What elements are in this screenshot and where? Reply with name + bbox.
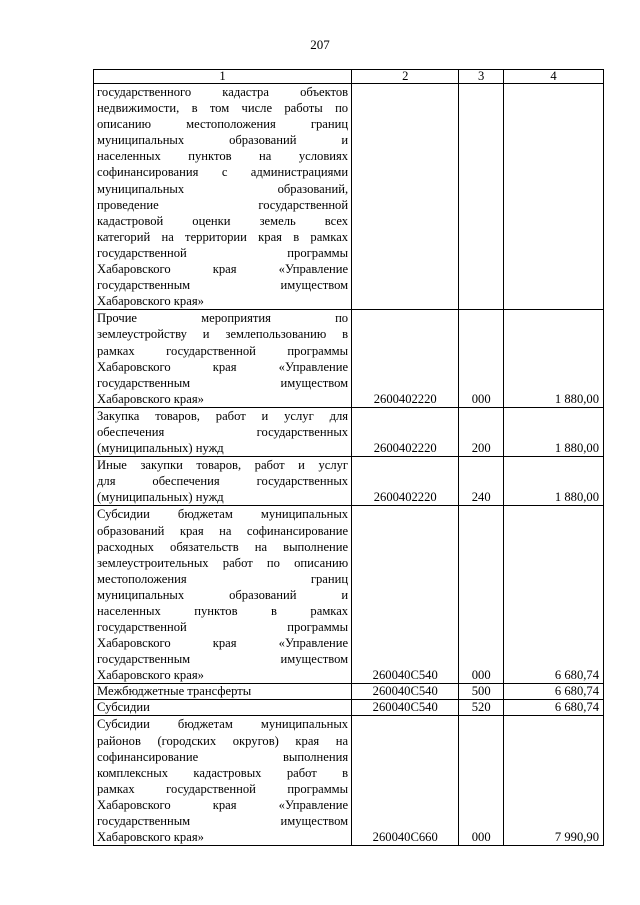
expense-name-line: расходных обязательств на выполнение bbox=[97, 539, 349, 554]
expense-name-line: категорий на территории края в рамках bbox=[97, 229, 349, 244]
expense-name-line: описанию местоположения границ bbox=[97, 117, 349, 132]
expense-name-line: рамках государственной программы bbox=[97, 343, 349, 358]
table-row bbox=[94, 716, 604, 846]
expense-name-line: для обеспечения государственных bbox=[97, 474, 349, 489]
expense-type-cell: 000 bbox=[459, 506, 504, 684]
column-header: 1 bbox=[94, 70, 352, 84]
table-row bbox=[94, 84, 604, 310]
expense-name-line: Хабаровского края «Управление bbox=[97, 262, 349, 277]
expense-type-cell: 520 bbox=[459, 700, 504, 716]
expense-name-line: (муниципальных) нужд bbox=[97, 490, 224, 505]
column-header: 4 bbox=[504, 70, 604, 84]
expense-type-cell: 200 bbox=[459, 407, 504, 456]
table-row bbox=[94, 407, 604, 456]
target-code-cell bbox=[352, 84, 459, 310]
expense-name-cell bbox=[94, 684, 352, 700]
column-header: 3 bbox=[459, 70, 504, 84]
target-code-cell: 260040С540 bbox=[352, 684, 459, 700]
expense-name-line: комплексных кадастровых работ в bbox=[97, 765, 349, 780]
expense-name-cell bbox=[94, 84, 352, 310]
target-code-cell: 2600402220 bbox=[352, 310, 459, 408]
expense-name-line: государственным имуществом bbox=[97, 652, 349, 667]
expense-name-cell bbox=[94, 716, 352, 846]
expense-name-line: государственной программы bbox=[97, 245, 349, 260]
expense-type-cell: 000 bbox=[459, 310, 504, 408]
expense-name-line: недвижимости, в том числе работы по bbox=[97, 101, 349, 116]
page-number: 207 bbox=[310, 37, 330, 52]
expense-name-line: обеспечения государственных bbox=[97, 424, 349, 439]
expense-name-line: Хабаровского края» bbox=[97, 830, 204, 845]
expense-name-cell bbox=[94, 310, 352, 408]
table-row bbox=[94, 700, 604, 716]
table-row bbox=[94, 506, 604, 684]
expense-name-line: Хабаровского края «Управление bbox=[97, 636, 349, 651]
expense-name-line: Межбюджетные трансферты bbox=[97, 684, 252, 699]
expense-name-line: проведение государственной bbox=[97, 197, 349, 212]
expense-name-line: Субсидии бюджетам муниципальных bbox=[97, 507, 349, 522]
target-code-cell: 2600402220 bbox=[352, 407, 459, 456]
target-code-cell: 260040С540 bbox=[352, 700, 459, 716]
expense-name-line: государственной программы bbox=[97, 620, 349, 635]
expense-name-line: населенных пунктов в рамках bbox=[97, 604, 349, 618]
expense-name-line: Хабаровского края» bbox=[97, 294, 204, 309]
target-code-cell: 260040С660 bbox=[352, 716, 459, 846]
expense-name-line: рамках государственной программы bbox=[97, 781, 349, 796]
target-code-cell: 2600402220 bbox=[352, 457, 459, 506]
expense-type-cell bbox=[459, 84, 504, 310]
expense-name-line: местоположения границ bbox=[97, 571, 349, 586]
expense-name-line: (муниципальных) нужд bbox=[97, 441, 224, 456]
amount-cell: 7 990,90 bbox=[504, 716, 604, 846]
expense-name-line: Закупка товаров, работ и услуг для bbox=[97, 408, 349, 423]
expense-name-line: Субсидии bbox=[97, 700, 150, 715]
expense-name-cell bbox=[94, 407, 352, 456]
expense-name-line: софинансирования с администрациями bbox=[97, 165, 349, 180]
expense-name-line: государственного кадастра объектов bbox=[97, 85, 349, 99]
expense-name-line: государственным имуществом bbox=[97, 814, 349, 829]
expense-name-line: софинансирование выполнения bbox=[97, 749, 349, 764]
expense-name-line: Прочие мероприятия по bbox=[97, 311, 349, 326]
expense-name-line: муниципальных образований и bbox=[97, 133, 349, 148]
expense-name-line: государственным имуществом bbox=[97, 278, 349, 293]
table-header-row bbox=[94, 70, 604, 84]
expense-name-line: населенных пунктов на условиях bbox=[97, 149, 349, 164]
expense-name-line: землеустройству и землепользованию в bbox=[97, 327, 349, 342]
expense-name-line: кадастровой оценки земель всех bbox=[97, 213, 349, 228]
expense-name-line: муниципальных образований и bbox=[97, 587, 349, 602]
table-row bbox=[94, 457, 604, 506]
expense-type-cell: 240 bbox=[459, 457, 504, 506]
amount-cell: 6 680,74 bbox=[504, 506, 604, 684]
expense-type-cell: 500 bbox=[459, 684, 504, 700]
expense-name-line: образований края на софинансирование bbox=[97, 523, 349, 538]
expense-name-line: Хабаровского края «Управление bbox=[97, 797, 349, 812]
expense-name-line: государственным имуществом bbox=[97, 375, 349, 390]
amount-cell: 6 680,74 bbox=[504, 700, 604, 716]
budget-table bbox=[93, 69, 604, 846]
amount-cell: 1 880,00 bbox=[504, 310, 604, 408]
target-code-cell: 260040С540 bbox=[352, 506, 459, 684]
expense-type-cell: 000 bbox=[459, 716, 504, 846]
expense-name-cell bbox=[94, 506, 352, 684]
amount-cell: 1 880,00 bbox=[504, 407, 604, 456]
amount-cell: 6 680,74 bbox=[504, 684, 604, 700]
amount-cell: 1 880,00 bbox=[504, 457, 604, 506]
expense-name-cell bbox=[94, 457, 352, 506]
expense-name-line: Иные закупки товаров, работ и услуг bbox=[97, 458, 349, 473]
expense-name-line: районов (городских округов) края на bbox=[97, 733, 349, 748]
expense-name-line: землеустроительных работ по описанию bbox=[97, 555, 349, 570]
expense-name-line: Хабаровского края «Управление bbox=[97, 359, 349, 374]
column-header: 2 bbox=[352, 70, 459, 84]
expense-name-line: Субсидии бюджетам муниципальных bbox=[97, 717, 349, 732]
amount-cell bbox=[504, 84, 604, 310]
table-row bbox=[94, 310, 604, 408]
expense-name-line: муниципальных образований, bbox=[97, 181, 349, 196]
expense-name-line: Хабаровского края» bbox=[97, 391, 204, 406]
table-row bbox=[94, 684, 604, 700]
expense-name-line: Хабаровского края» bbox=[97, 668, 204, 683]
expense-name-cell bbox=[94, 700, 352, 716]
